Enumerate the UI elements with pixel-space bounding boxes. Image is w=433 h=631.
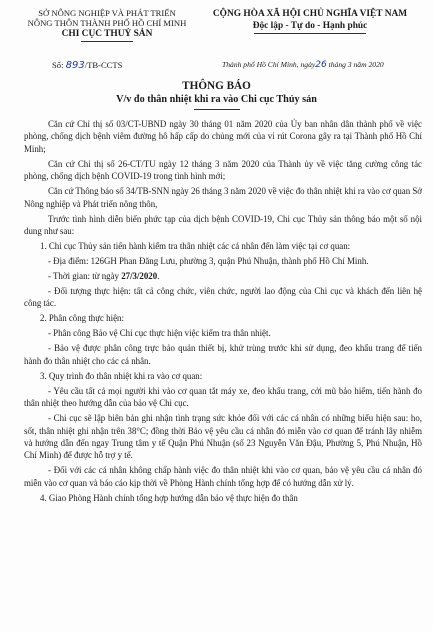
document-title: THÔNG BÁO [182, 80, 251, 92]
agency-line-2: NÔNG THÔN THÀNH PHỐ HỒ CHÍ MINH [27, 18, 187, 28]
time-suffix: . [157, 271, 160, 282]
section-4-heading: 4. Giao Phòng Hành chính tổng hợp hướng dẫn bảo vệ thực hiện đo thân [40, 492, 298, 503]
section-2-heading: 2. Phân công thực hiện: [40, 313, 124, 324]
issue-date [222, 60, 384, 70]
paragraph-equipment: - Bảo vệ được phân công trực bảo quản thiết bị, khử trùng trước khi sử dụng, đeo khẩu trang để tiến hành đo thân nhiệt cho các cá nhân. [24, 343, 422, 366]
section-1-heading: 1. Chi cục Thủy sản tiến hành kiểm tra thân nhiệt các cá nhân đến làm việc tại cơ quan: [40, 241, 351, 252]
paragraph-legal-basis-2: Căn cứ Chỉ thị số 26-CT/TU ngày 12 tháng 3 năm 2020 của Thành ủy về việc tăng cường công tác phòng, chống dịch bệnh COVID-19 trong tình hình mới; [24, 158, 422, 182]
issue-date-prefix: Thành phố Hồ Chí Minh, ngày [222, 60, 316, 69]
country-name: CỘNG HÒA XÃ HỘI CHỦ NGHĨA VIỆT NAM [212, 9, 408, 19]
section-3-heading: 3. Quy trình đo thân nhiệt khi ra vào cơ quan: [40, 370, 203, 381]
subtitle-underline [194, 109, 240, 110]
document-number-handwritten: 893 [65, 60, 85, 71]
issue-date-day-handwritten: 26 [315, 60, 327, 70]
national-motto: Độc lập - Tự do - Hạnh phúc [252, 21, 368, 31]
document-body [24, 118, 422, 507]
paragraph-legal-basis-3: Căn cứ Thông báo số 34/TB-SNN ngày 26 tháng 3 năm 2020 về việc đo thân nhiệt khi ra vào cơ quan Sở Nông nghiệp và Phát triển nông thôn, [24, 186, 422, 209]
paragraph-time [24, 270, 422, 282]
document-number-prefix: Số: [52, 60, 64, 70]
motto-underline [254, 33, 366, 34]
paragraph-location: - Địa điểm: 126GH Phan Đăng Lưu, phường 3, quận Phú Nhuận, thành phố Hồ Chí Minh. [48, 256, 369, 267]
paragraph-noncompliance: - Đối với các cá nhân không chấp hành việc đo thân nhiệt khi vào cơ quan, bảo vệ yêu cầu cá nhân đó miễn vào cơ quan và báo cáo kịp thời về Phòng Hành chính tổng hợp để có hướng dẫn xử lý. [24, 465, 422, 488]
issuing-agency-header [22, 8, 192, 42]
document-number [52, 60, 122, 71]
paragraph-procedure: - Yêu cầu tất cả mọi người khi vào cơ quan tắt máy xe, đeo khẩu trang, cởi mũ bảo hiểm, tiến hành đo thân nhiệt theo hướng dẫn của bảo vệ Chi cục. [24, 385, 422, 409]
paragraph-legal-basis-1: Căn cứ Chỉ thị số 03/CT-UBND ngày 30 tháng 01 năm 2020 của Ủy ban nhân dân thành phố về việc phòng, chống dịch bệnh viêm đường hô hấp cấp do chủng mới của vi rút Corona gây ra tại Thành phố Hồ Chí Minh; [24, 119, 422, 154]
time-date: 27/3/2020 [121, 271, 158, 282]
agency-underline [81, 41, 133, 42]
national-motto-header [205, 8, 415, 34]
issue-date-suffix: tháng 3 năm 2020 [328, 60, 384, 69]
paragraph-assignment: - Phân công Bảo vệ Chi cục thực hiện việc kiểm tra thân nhiệt. [48, 328, 271, 339]
time-prefix: - Thời gian: từ ngày [48, 271, 122, 282]
paragraph-intro: Trước tình hình diễn biến phức tạp của dịch bệnh COVID-19, Chi cục Thủy sản thông báo một số nội dung như sau: [24, 213, 422, 237]
agency-name: CHI CỤC THUỶ SẢN [61, 29, 153, 39]
document-subtitle: V/v đo thân nhiệt khi ra vào Chi cục Thủy sản [116, 94, 317, 105]
document-number-suffix: /TB-CCTS [84, 60, 123, 70]
agency-line-1: SỞ NÔNG NGHIỆP VÀ PHÁT TRIỂN [38, 8, 176, 18]
paragraph-subjects: - Đối tượng thực hiện: tất cả công chức, viên chức, người lao động của Chi cục và khách đến liên hệ công tác. [24, 286, 422, 309]
paragraph-symptoms: - Chi cục sẽ lập biên bản ghi nhận tình trạng sức khỏe đối với các cá nhân có những biểu hiện sau: ho, sốt, thân nhiệt ghi nhận trên 38°C; đồng thời Bảo vệ yêu cầu cá nhân đó miễn vào cơ quan để tránh lây nhiễm và hướng dẫn đến ngay Trung tâm y tế Quận Phú Nhuận (số 23 Nguyễn Văn Đậu, Phường 5, Phú Nhuận, Hồ Chí Minh) để được hỗ trợ y tế. [24, 413, 422, 461]
